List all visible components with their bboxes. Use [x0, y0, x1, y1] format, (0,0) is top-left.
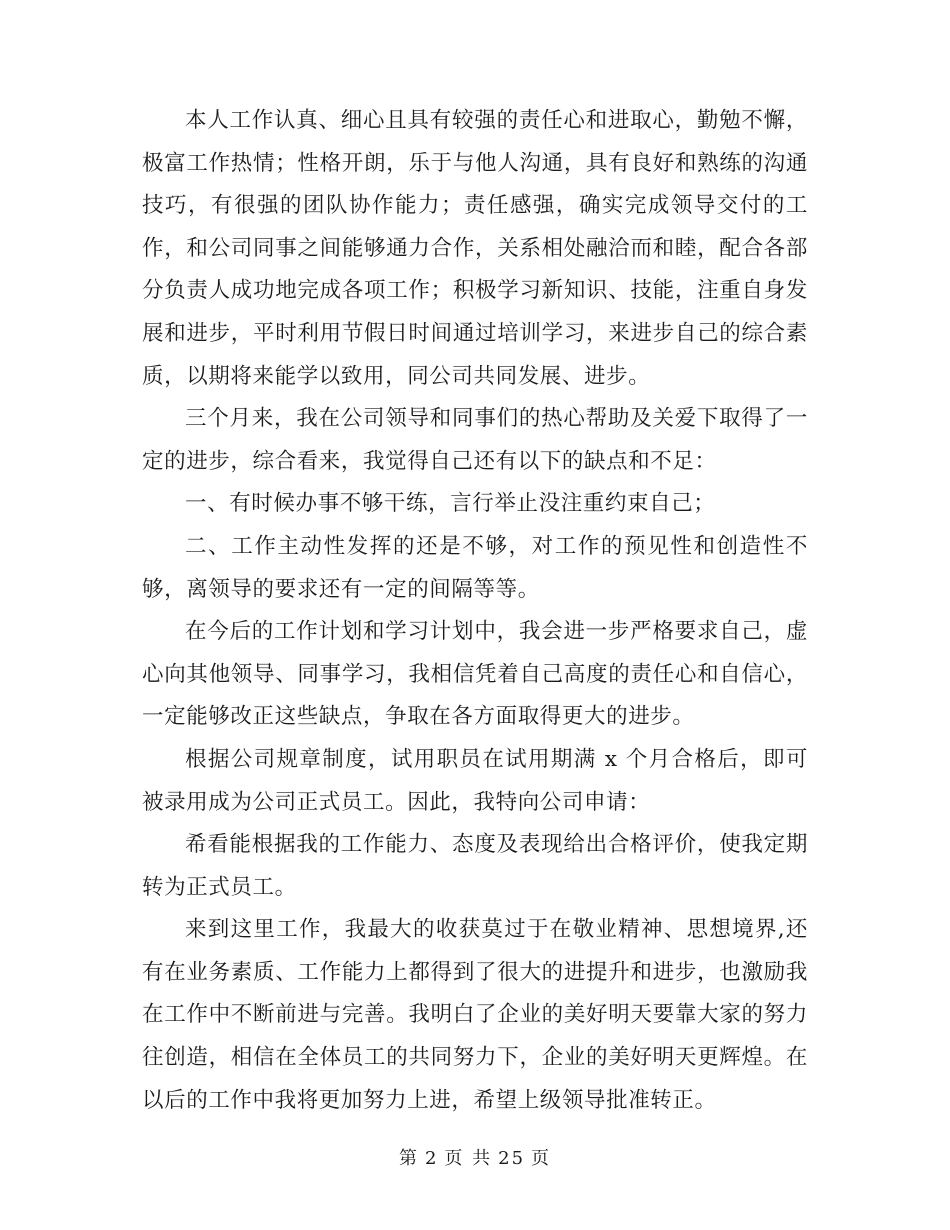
footer-prefix: 第	[398, 1148, 419, 1169]
paragraph-request: 希看能根据我的工作能力、态度及表现给出合格评价，使我定期转为正式员工。	[142, 832, 808, 900]
paragraph-conclusion: 来到这里工作，我最大的收获莫过于在敬业精神、思想境界,还有在业务素质、工作能力上都得到了很大的进提升和进步，也激励我在工作中不断前进与完善。我明白了企业的美好明天要靠大家的努力往创造，相信在全体员工的共同努力下，企业的美好明天更辉煌。在以后的工作中我将更加努力上进，希望上级领导批准转正。	[142, 917, 808, 1113]
paragraph-shortcoming-2: 二、工作主动性发挥的还是不够，对工作的预见性和创造性不够，离领导的要求还有一定的间隔等等。	[142, 533, 808, 602]
document-body	[142, 100, 808, 1122]
footer-page-number: 2	[424, 1148, 439, 1169]
footer-suffix: 页	[531, 1148, 552, 1169]
paragraph-progress-summary: 三个月来，我在公司领导和同事们的热心帮助及关爱下取得了一定的进步，综合看来，我觉得自己还有以下的缺点和不足：	[142, 406, 808, 474]
footer-total-pages: 25	[498, 1148, 526, 1169]
page-footer	[0, 1145, 950, 1173]
paragraph-company-rules: 根据公司规章制度，试用职员在试用期满 x 个月合格后，即可被录用成为公司正式员工。因此，我特向公司申请：	[142, 746, 808, 815]
footer-middle: 页 共	[444, 1148, 493, 1169]
paragraph-future-plan: 在今后的工作计划和学习计划中，我会进一步严格要求自己，虚心向其他领导、同事学习，我相信凭着自己高度的责任心和自信心，一定能够改正这些缺点，争取在各方面取得更大的进步。	[142, 619, 808, 730]
paragraph-shortcoming-1: 一、有时候办事不够干练，言行举止没注重约束自己；	[185, 491, 716, 517]
paragraph-self-evaluation: 本人工作认真、细心且具有较强的责任心和进取心，勤勉不懈，极富工作热情；性格开朗，乐于与他人沟通，具有良好和熟练的沟通技巧，有很强的团队协作能力；责任感强，确实完成领导交付的工作，和公司同事之间能够通力合作，关系相处融洽而和睦，配合各部分负责人成功地完成各项工作；积极学习新知识、技能，注重自身发展和进步，平时利用节假日时间通过培训学习，来进步自己的综合素质，以期将来能学以致用，同公司共同发展、进步。	[142, 108, 808, 389]
